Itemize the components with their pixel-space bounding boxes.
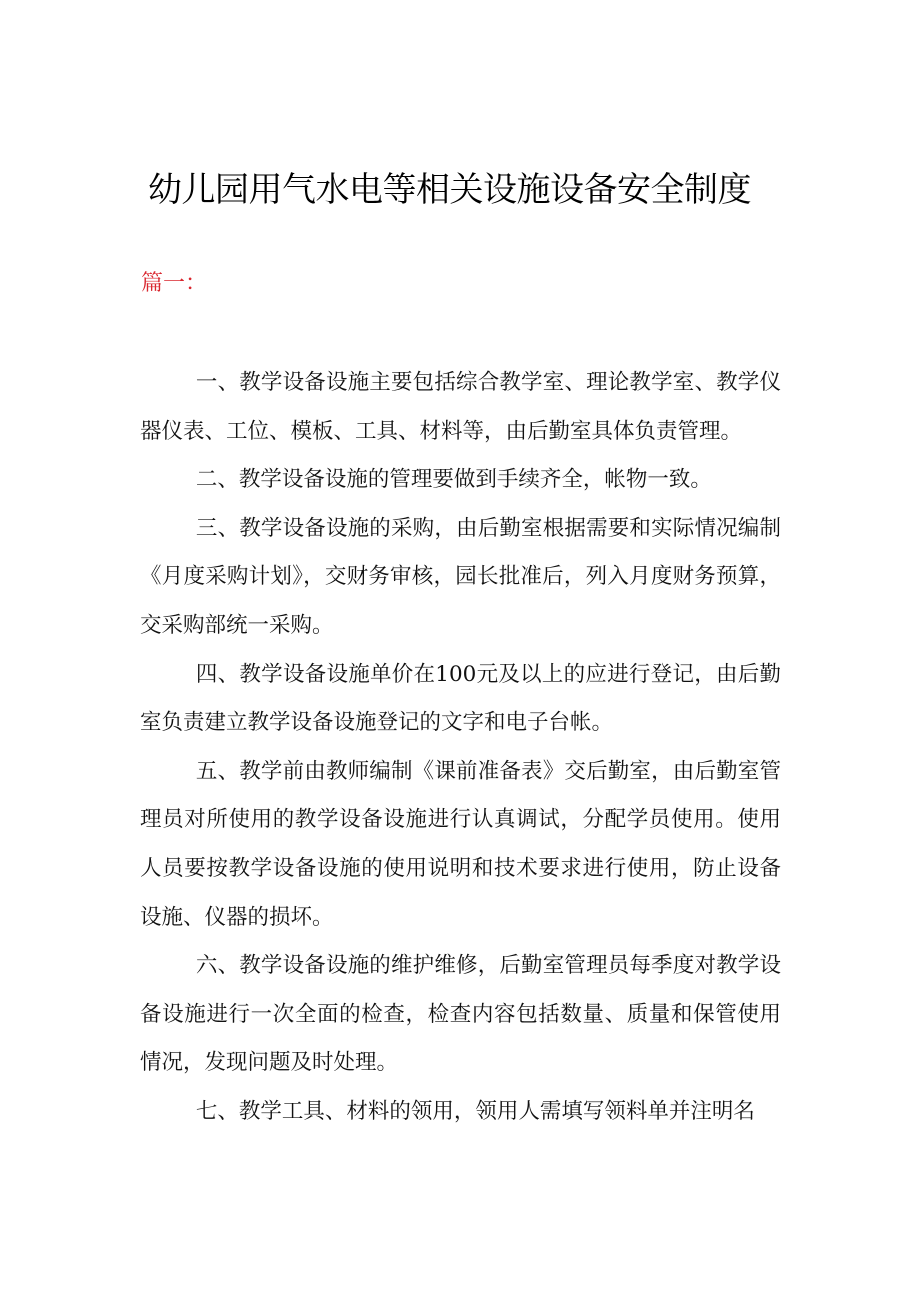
section-label: 篇一： — [141, 271, 208, 296]
paragraph-4: 四、教学设备设施单价在100元及以上的应进行登记，由后勤室负责建立教学设备设施登记的文字和电子台帐。 — [140, 661, 781, 736]
paragraph-5: 五、教学前由教师编制《课前准备表》交后勤室，由后勤室管理员对所使用的教学设备设施进行认真调试，分配学员使用。使用人员要按教学设备设施的使用说明和技术要求进行使用，防止设备设施、仪器的损坏。 — [140, 758, 781, 930]
paragraph-6: 六、教学设备设施的维护维修，后勤室管理员每季度对教学设备设施进行一次全面的检查，检查内容包括数量、质量和保管使用情况，发现问题及时处理。 — [140, 953, 781, 1076]
document-title: 幼儿园用气水电等相关设施设备安全制度 — [148, 170, 751, 210]
paragraph-7: 七、教学工具、材料的领用，领用人需填写领料单并注明名 — [195, 1098, 755, 1124]
paragraph-1: 一、教学设备设施主要包括综合教学室、理论教学室、教学仪器仪表、工位、模板、工具、材料等，由后勤室具体负责管理。 — [140, 370, 781, 444]
paragraph-2: 二、教学设备设施的管理要做到手续齐全，帐物一致。 — [195, 467, 712, 493]
paragraph-3: 三、教学设备设施的采购，由后勤室根据需要和实际情况编制《月度采购计划》，交财务审核，园长批准后，列入月度财务预算，交采购部统一采购。 — [140, 515, 781, 638]
document-body — [140, 359, 781, 1137]
